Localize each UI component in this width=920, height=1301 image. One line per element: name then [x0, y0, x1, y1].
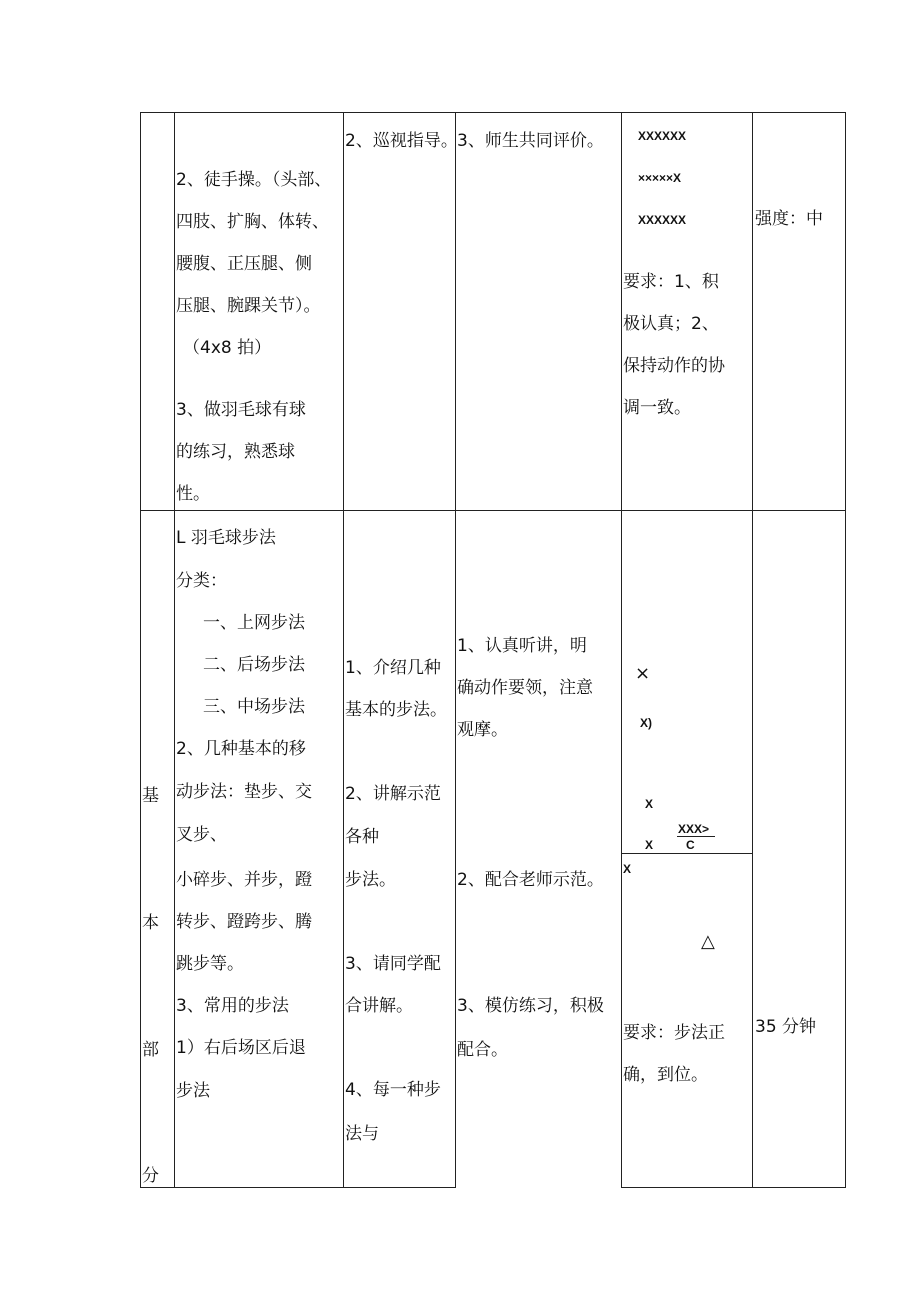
cross-mark: ×	[635, 663, 651, 684]
teacher-line: 法与	[345, 1124, 379, 1144]
part-label-char: 部	[142, 1040, 159, 1060]
requirement-line: 确，到位。	[623, 1065, 708, 1085]
content-line: 转步、蹬跨步、腾	[176, 912, 312, 932]
teacher-line: 1、介绍几种	[345, 658, 441, 678]
part-label-char: 基	[142, 786, 159, 806]
formation-mark: XXX>	[678, 822, 710, 836]
formation-mark: X	[645, 838, 654, 852]
student-line: 2、配合老师示范。	[457, 870, 604, 890]
content-line: 动步法：垫步、交	[176, 782, 312, 802]
content-line: 步法	[176, 1081, 210, 1101]
column-line-6	[752, 112, 753, 1188]
requirement-line: 要求：1、积	[623, 272, 719, 292]
formation-mark: X	[645, 797, 654, 811]
formation-cell-divider	[621, 853, 752, 854]
teacher-line: 2、讲解示范	[345, 784, 441, 804]
content-line: 2、徒手操。（头部、	[176, 170, 332, 190]
part-label-char: 本	[142, 913, 159, 933]
row1-teacher-activity: 2、巡视指导。	[345, 131, 458, 151]
content-line: 叉步、	[176, 825, 227, 845]
student-line: 配合。	[457, 1040, 508, 1060]
column-line-4	[455, 112, 456, 1188]
content-line: 跳步等。	[176, 954, 244, 974]
formation-mark: C	[686, 838, 695, 852]
column-line-5	[621, 112, 622, 1188]
triangle-icon: △	[701, 931, 715, 952]
content-line: 腰腹、正压腿、侧	[176, 254, 312, 274]
requirement-line: 要求：步法正	[623, 1023, 725, 1043]
formation-row: ×××××X	[638, 171, 682, 185]
content-line: 性。	[176, 484, 210, 504]
content-line: 一、上网步法	[203, 613, 305, 633]
content-line: 1）右后场区后退	[176, 1038, 306, 1058]
content-line: 的练习，熟悉球	[176, 442, 295, 462]
content-line: 压腿、腕踝关节）。	[176, 296, 321, 316]
requirement-line: 极认真；2、	[623, 314, 719, 334]
student-line: 3、模仿练习，积极	[457, 996, 604, 1016]
content-line: （4x8 拍）	[183, 338, 272, 358]
column-line-7	[845, 112, 846, 1188]
column-line-3	[343, 112, 344, 1188]
content-line: L 羽毛球步法	[176, 528, 276, 548]
column-line-1	[140, 112, 141, 1188]
teacher-line: 合讲解。	[345, 996, 413, 1016]
content-line: 3、常用的步法	[176, 996, 289, 1016]
teacher-line: 基本的步法。	[345, 700, 447, 720]
formation-mark: X)	[640, 716, 652, 730]
fraction-bar	[677, 836, 715, 837]
content-line: 2、几种基本的移	[176, 739, 306, 759]
row2-time: 35 分钟	[755, 1017, 817, 1037]
content-line: 四肢、扩胸、体转、	[176, 212, 329, 232]
student-line: 观摩。	[457, 720, 508, 740]
column-line-2	[174, 112, 175, 1188]
formation-mark: X	[623, 862, 632, 876]
teacher-line: 各种	[345, 827, 379, 847]
row-divider	[140, 510, 845, 511]
table-bottom-border-right	[621, 1187, 845, 1188]
content-line: 小碎步、并步，蹬	[176, 870, 312, 890]
content-line: 三、中场步法	[203, 697, 305, 717]
formation-row: XXXXXX	[638, 129, 687, 143]
content-line: 分类：	[176, 571, 227, 591]
part-label-char: 分	[142, 1166, 159, 1186]
requirement-line: 保持动作的协	[623, 356, 725, 376]
row1-intensity: 强度：中	[755, 209, 823, 229]
table-bottom-border	[140, 1187, 455, 1188]
student-line: 确动作要领，注意	[457, 678, 593, 698]
teacher-line: 3、请同学配	[345, 954, 441, 974]
teacher-line: 4、每一种步	[345, 1080, 441, 1100]
content-line: 二、后场步法	[203, 655, 305, 675]
content-line: 3、做羽毛球有球	[176, 400, 306, 420]
requirement-line: 调一致。	[623, 398, 691, 418]
row1-student-activity: 3、师生共同评价。	[457, 131, 604, 151]
student-line: 1、认真听讲，明	[457, 636, 587, 656]
formation-row: XXXXXX	[638, 213, 687, 227]
table-top-border	[140, 112, 845, 113]
teacher-line: 步法。	[345, 870, 396, 890]
